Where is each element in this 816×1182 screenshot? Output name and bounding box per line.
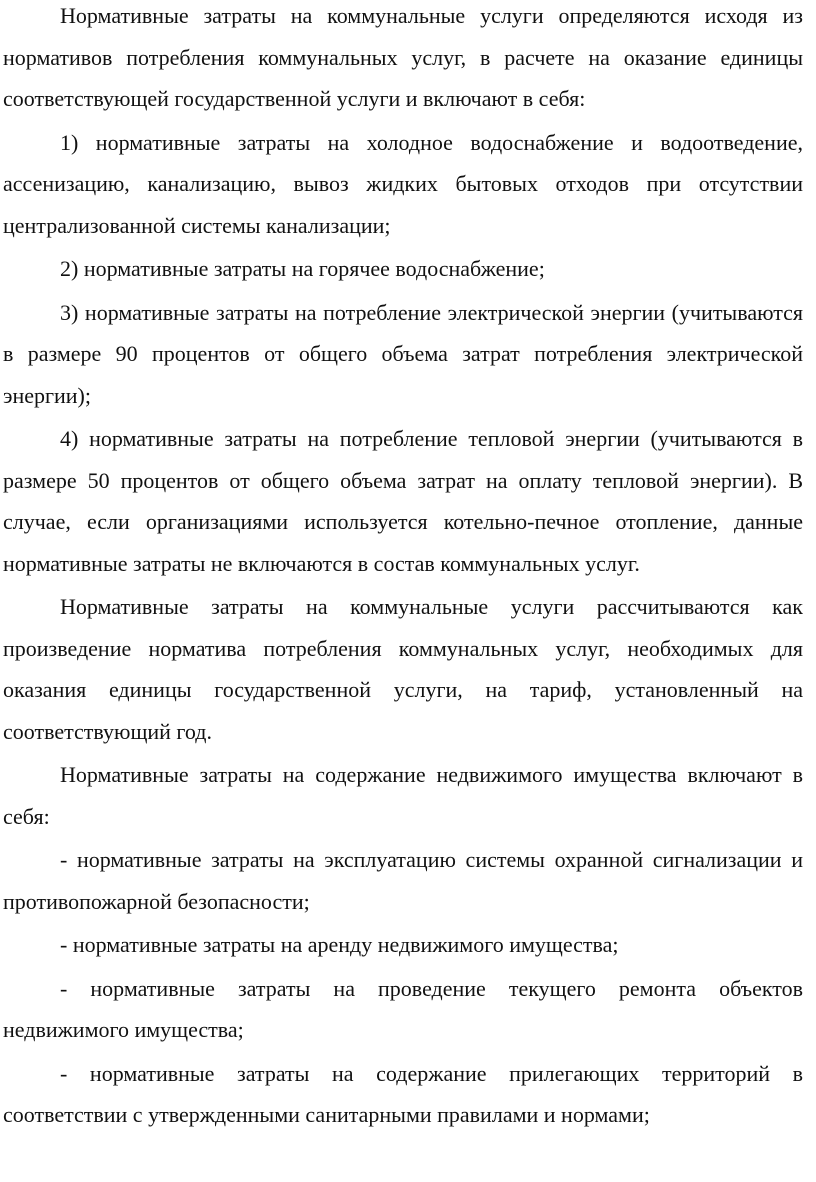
list-item-territory: - нормативные затраты на содержание прилегающих территорий в соответствии с утвержденными санитарными правилами и нормами; (3, 1060, 803, 1127)
paragraph-item-1-water: 1) нормативные затраты на холодное водоснабжение и водоотведение, ассенизацию, канализацию, вывоз жидких бытовых отходов при отсутствии централизованной системы канализации; (3, 129, 803, 238)
paragraph-utilities-calculation: Нормативные затраты на коммунальные услуги рассчитываются как произведение норматива потребления коммунальных услуг, необходимых для оказания единицы государственной услуги, на тариф, установленный на соответствующий год. (3, 594, 803, 744)
paragraph-item-4-heat: 4) нормативные затраты на потребление тепловой энергии (учитываются в размере 50 процентов от общего объема затрат на оплату тепловой энергии). В случае, если организациями используется котельно-печное отопление, данные нормативные затраты не включаются в состав коммунальных услуг. (3, 426, 803, 576)
list-item-rent: - нормативные затраты на аренду недвижимого имущества; (60, 932, 619, 957)
list-item-repair: - нормативные затраты на проведение текущего ремонта объектов недвижимого имущества; (3, 975, 803, 1042)
paragraph-property-intro: Нормативные затраты на содержание недвижимого имущества включают в себя: (3, 762, 803, 829)
list-item-security-system: - нормативные затраты на эксплуатацию системы охранной сигнализации и противопожарной безопасности; (3, 847, 803, 914)
paragraph-utilities-intro: Нормативные затраты на коммунальные услуги определяются исходя из нормативов потребления коммунальных услуг, в расчете на оказание единицы соответствующей государственной услуги и включают в себя: (3, 3, 803, 111)
paragraph-item-3-electricity: 3) нормативные затраты на потребление электрической энергии (учитываются в размере 90 процентов от общего объема затрат потребления электрической энергии); (3, 299, 803, 408)
paragraph-item-2-hot-water: 2) нормативные затраты на горячее водоснабжение; (60, 256, 545, 281)
